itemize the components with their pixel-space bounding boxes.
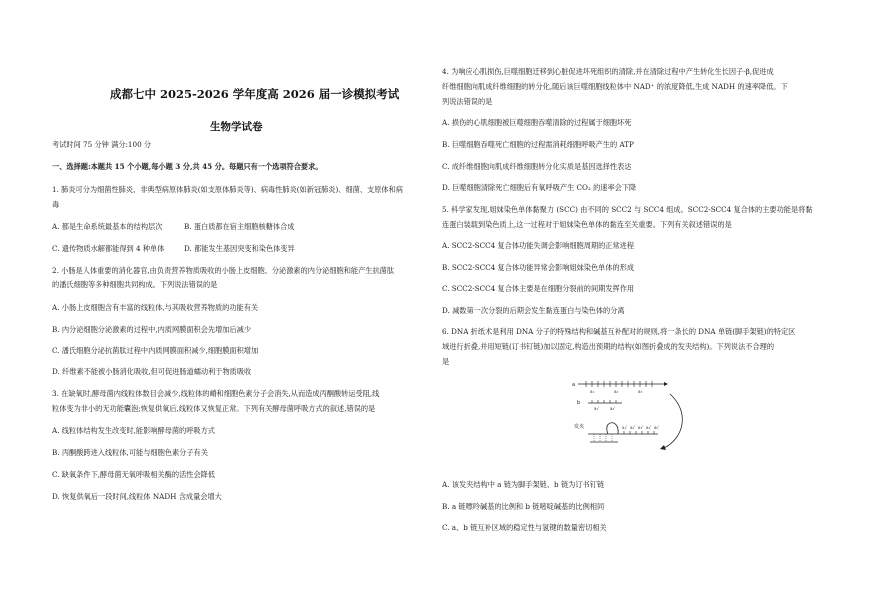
- seg-fold-5: x₅': [654, 425, 660, 430]
- q1-stem-line1: 1. 肺炎可分为细菌性肺炎、非典型病原体肺炎(如支原体肺炎等)、病毒性肺炎(如新冠肺炎)、细菌、支原体和病: [52, 185, 403, 194]
- q4-option-a[interactable]: A. 损伤的心肌细胞被巨噬细胞吞噬清除的过程属于细胞坏死: [442, 118, 632, 127]
- label-b: b: [577, 400, 581, 406]
- base-pair-dashes: [594, 434, 612, 442]
- q4-option-d[interactable]: D. 巨噬细胞清除死亡细胞后有氧呼吸产生 CO₂ 的速率会下降: [442, 183, 637, 192]
- seg-b-1: x₁': [594, 406, 600, 411]
- exam-title: 成都七中 2025-2026 学年度高 2026 届一诊模拟考试: [110, 87, 400, 101]
- q6-option-a[interactable]: A. 该发夹结构中 a 链为脚手架链、b 链为订书钉链: [442, 480, 605, 489]
- q2-option-b[interactable]: B. 内分泌细胞分泌激素的过程中,内质网膜面积会先增加后减少: [52, 325, 252, 334]
- q1-option-a[interactable]: A. 都是生命系统最基本的结构层次: [52, 222, 163, 231]
- q5-option-b[interactable]: B. SCC2-SCC4 复合体功能异常会影响姐妹染色单体的形成: [442, 263, 635, 272]
- seg-fold-2: x₂': [630, 425, 636, 430]
- q3-option-a[interactable]: A. 线粒体结构发生改变时,能影响酵母菌的呼吸方式: [52, 426, 215, 435]
- strand-a-arrowhead: [664, 382, 668, 386]
- q2-option-d[interactable]: D. 纤维素不能被小肠消化吸收,但可促进肠道蠕动利于物质吸收: [52, 367, 252, 376]
- exam-meta: 考试时间 75 分钟 满分:100 分: [52, 140, 152, 149]
- q6-option-c[interactable]: C. a、b 链互补区域的稳定性与氢键的数量密切相关: [442, 523, 607, 532]
- section-header: 一、选择题:本题共 15 个小题,每小题 3 分,共 45 分。每题只有一个选项符合要求。: [52, 162, 323, 171]
- q1-option-d[interactable]: D. 都能发生基因突变和染色体变异: [184, 244, 295, 253]
- q3-option-d[interactable]: D. 恢复供氧后一段时间,线粒体 NADH 含成量会增大: [52, 492, 222, 501]
- q5-stem-line1: 5. 科学家发现,姐妹染色单体黏聚力 (SCC) 由不同的 SCC2 与 SCC4 组成。SCC2-SCC4 复合体的主要功能是将黏: [442, 205, 813, 214]
- q2-option-a[interactable]: A. 小肠上皮细胞含有丰富的线粒体,与其吸收营养物质的功能有关: [52, 303, 259, 312]
- q2-stem-line1: 2. 小肠是人体重要的消化器官,由负责营养物质吸收的小肠上皮细胞、分泌激素的内分泌细胞和能产生抗菌肽: [52, 266, 395, 275]
- q2-stem-line2: 的潘氏细胞等多种细胞共同构成。下列说法错误的是: [52, 280, 218, 289]
- label-fold: 发夹: [574, 424, 585, 430]
- q6-stem-line1: 6. DNA 折纸术是利用 DNA 分子的特殊结构和碱基互补配对的规则,将一条长的 DNA 单链(脚手架链)的特定区: [442, 327, 796, 336]
- q5-option-a[interactable]: A. SCC2-SCC4 复合体功能失调会影响细胞周期的正常进程: [442, 241, 635, 250]
- q4-option-c[interactable]: C. 成纤维细胞向肌成纤维细胞转分化实质是基因选择性表达: [442, 162, 632, 171]
- strand-b-ticks: [592, 400, 616, 403]
- seg-b-2: x₂': [610, 406, 616, 411]
- seg-fold-3: x₃': [638, 425, 644, 430]
- q6-stem-line2: 域进行折叠,并用短链(订书钉链)加以固定,构造出预期的结构(如图折叠成的发夹结构)。下列说法不合理的: [442, 342, 775, 351]
- q6-option-b[interactable]: B. a 链嘌呤碱基的比例和 b 链嘧啶碱基的比例相同: [442, 502, 605, 511]
- fold-arrow-curve: [664, 394, 682, 448]
- seg-top-1: x₁: [590, 389, 594, 394]
- q4-stem-line1: 4. 为响应心肌损伤,巨噬细胞迁移到心脏促进坏死组织的清除,并在清除过程中产生转化生长因子-β,促进成: [442, 67, 774, 76]
- seg-top-2: x₂: [614, 389, 618, 394]
- q5-option-c[interactable]: C. SCC2-SCC4 复合体主要是在细胞分裂前的间期发挥作用: [442, 284, 635, 293]
- label-a: a: [572, 382, 576, 388]
- q1-stem-line2: 毒: [52, 200, 60, 209]
- seg-fold-4: x₄': [646, 425, 652, 430]
- q3-option-c[interactable]: C. 缺氧条件下,酵母菌无氧呼吸相关酶的活性会降低: [52, 470, 216, 479]
- q4-stem-line2: 纤维细胞向肌成纤维细胞的转分化,随后该巨噬细胞线粒体中 NAD⁺ 的浓度降低,生成 NADH 的速率降低。下: [442, 82, 788, 91]
- exam-subtitle: 生物学试卷: [210, 121, 263, 133]
- q3-option-b[interactable]: B. 丙酮酸跨进入线粒体,可能与细胞色素分子有关: [52, 448, 208, 457]
- seg-top-3: x₃: [638, 389, 642, 394]
- q1-option-b[interactable]: B. 蛋白质都在宿主细胞核糖体合成: [184, 222, 295, 231]
- q5-option-d[interactable]: D. 减数第一次分裂的后期会发生黏连蛋白与染色体的分离: [442, 306, 625, 315]
- hairpin-loop: [607, 423, 618, 434]
- q2-option-c[interactable]: C. 潘氏细胞分泌抗菌肽过程中内质网膜面积减少,细胞膜面积增加: [52, 346, 259, 355]
- q5-stem-line2: 连蛋白装载到染色质上,这一过程对于姐妹染色单体的黏连至关重要。下列有关叙述错误的是: [442, 220, 732, 229]
- q3-stem-line2: 粒体变为非小的无功能囊泡;恢复供氧后,线粒体又恢复正常。下列有关酵母菌呼吸方式的叙述,错误的是: [52, 404, 376, 413]
- q6-stem-line3: 是: [442, 357, 450, 366]
- dna-hairpin-figure: [572, 376, 692, 466]
- q1-option-c[interactable]: C. 遗传物质水解都能得到 4 种单体: [52, 244, 165, 253]
- dna-hairpin-svg: [572, 376, 692, 466]
- seg-fold-1: x₁': [622, 425, 628, 430]
- q3-stem-line1: 3. 在缺氧时,酵母菌内线粒体数目会减少,线粒体的嵴和细胞色素分子会消失,从而造成丙酮酸转运受阻,线: [52, 389, 380, 398]
- q4-stem-line3: 列说法错误的是: [442, 97, 493, 106]
- fold-ticks: [624, 431, 654, 434]
- q4-option-b[interactable]: B. 巨噬细胞吞噬死亡细胞的过程需消耗细胞呼吸产生的 ATP: [442, 140, 634, 149]
